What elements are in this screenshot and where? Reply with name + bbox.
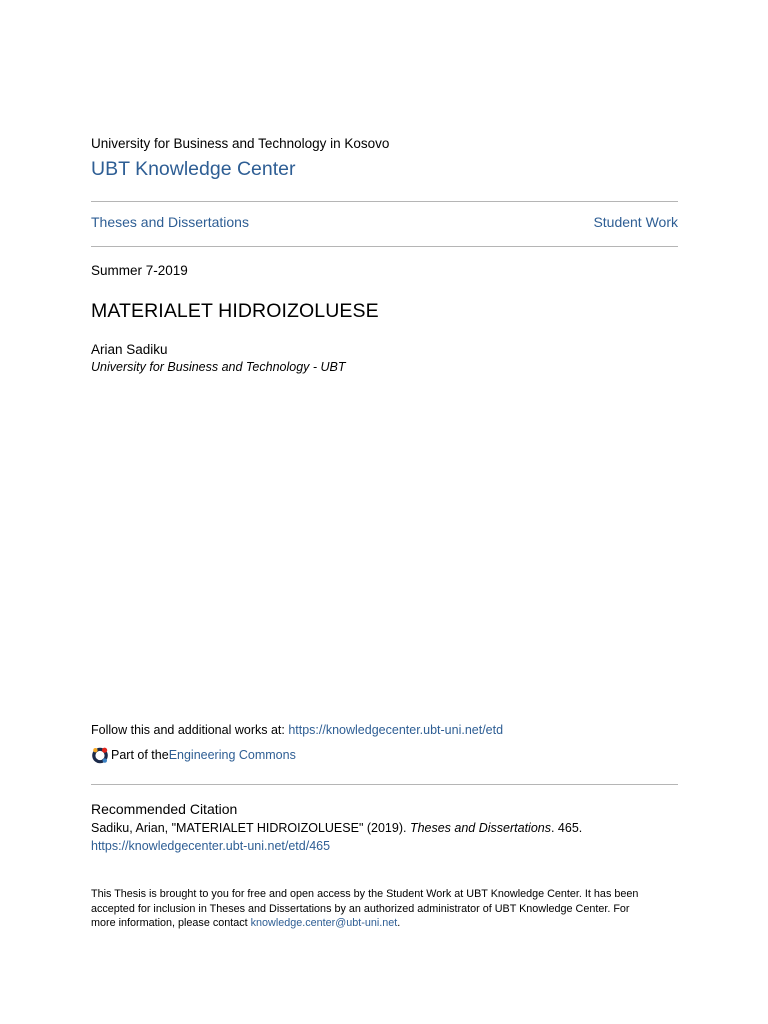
parent-community-link[interactable]: Student Work [593,214,678,230]
publication-date: Summer 7-2019 [91,263,188,278]
divider-citation [91,784,678,785]
divider-top [91,201,678,202]
footer-line-2: accepted for inclusion in Theses and Dissertations by an authorized administrator of UBT Knowledge Center. For [91,902,630,915]
citation-text [91,821,582,835]
engineering-commons-link[interactable]: Engineering Commons [168,748,296,762]
contact-email-link[interactable]: knowledge.center@ubt-uni.net [250,917,398,930]
citation-heading: Recommended Citation [91,801,238,817]
follow-label: Follow this and additional works at: [91,723,289,737]
citation-prefix: Sadiku, Arian, "MATERIALET HIDROIZOLUESE" (2019). [91,821,410,835]
citation-url-link[interactable]: https://knowledgecenter.ubt-uni.net/etd/465 [91,839,331,853]
document-title: MATERIALET HIDROIZOLUESE [91,300,379,322]
collection-link[interactable]: Theses and Dissertations [91,214,249,230]
footer-notice [91,887,678,931]
citation-suffix: . 465. [550,821,583,835]
divider-nav [91,246,678,247]
cover-page [91,0,678,1024]
footer-line-3-suffix: . [397,917,401,930]
follow-line [91,723,503,737]
part-of-label: Part of the [111,748,169,762]
citation-series: Theses and Dissertations [409,821,551,835]
follow-url-link[interactable]: https://knowledgecenter.ubt-uni.net/etd [288,723,504,737]
commons-network-icon [91,746,109,764]
institution-name: University for Business and Technology in Kosovo [91,136,390,151]
footer-line-3-prefix: more information, please contact [91,917,251,930]
repository-link[interactable]: UBT Knowledge Center [91,158,296,180]
footer-line-3 [91,916,678,931]
author-name: Arian Sadiku [91,342,168,357]
footer-line-1: This Thesis is brought to you for free and open access by the Student Work at UBT Knowledge Center. It has been [91,888,639,900]
author-affiliation: University for Business and Technology - UBT [91,360,346,374]
part-of-line [91,746,296,764]
